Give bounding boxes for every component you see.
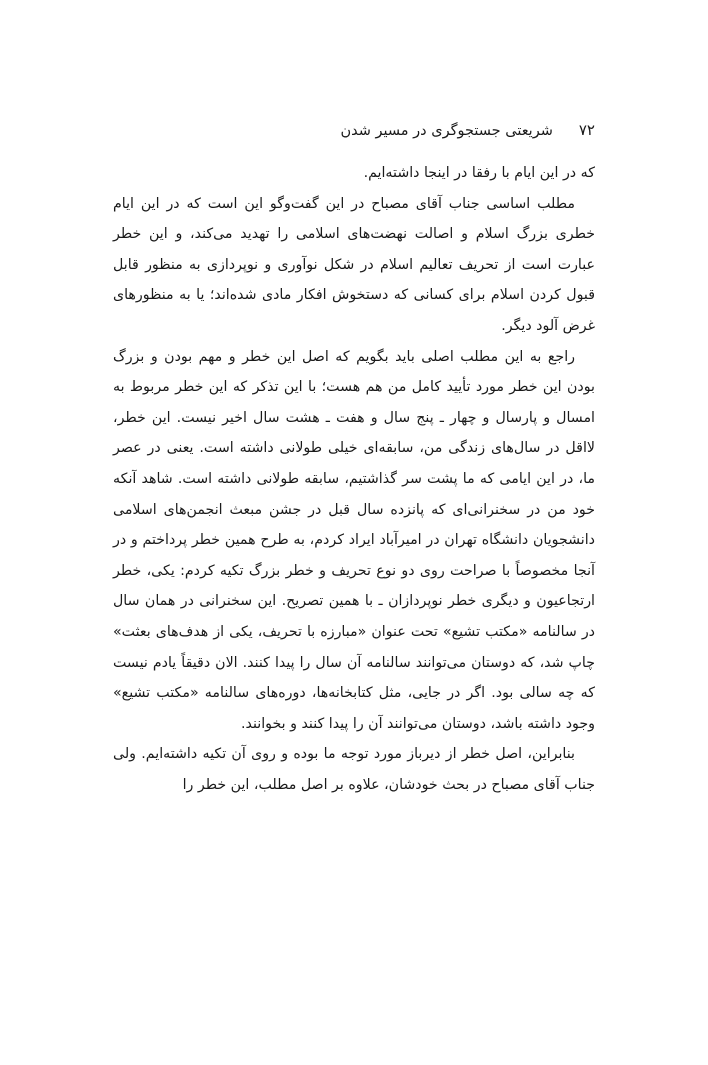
paragraph-continuation: که در این ایام با رفقا در اینجا داشته‌ایم.	[363, 165, 595, 181]
body-text	[113, 158, 595, 800]
paragraph-history-of-danger: راجع به این مطلب اصلی باید بگویم که اصل این خطر و مهم بودن و بزرگ بودن این خطر مورد تأیید کامل من هم هست؛ با این تذکر که این خطر مربوط به امسال و پارسال و چهار ـ پنج سال و هفت ـ هشت سال اخیر نیست. این خطر، لااقل در سال‌های زندگی من، سابقه‌ای خیلی طولانی داشته است. یعنی در عصر ما، در این ایامی که ما پشت سر گذاشتیم، سابقه طولانی داشته است. شاهد آنکه خود من در سخنرانی‌ای که پانزده سال قبل در جشن مبعث انجمن‌های اسلامی دانشجویان دانشگاه تهران در امیرآباد ایراد کردم، به طرح همین خطر پرداختم و در آنجا مخصوصاً با صراحت روی دو نوع تحریف و خطر بزرگ تکیه کردم: یکی، خطر ارتجاعیون و دیگری خطر نوپردازان ـ با همین تصریح. این سخنرانی در همان سال در سالنامه «مکتب تشیع» تحت عنوان «مبارزه با تحریف، یکی از هدف‌های بعثت» چاپ شد، که دوستان می‌توانند سالنامه آن سال را پیدا کنند. الان دقیقاً یادم نیست که چه سالی بود. اگر در جایی، مثل کتابخانه‌ها، دوره‌های سالنامه «مکتب تشیع» وجود داشته باشد، دوستان می‌توانند آن را پیدا کنند و بخوانند.	[113, 348, 595, 732]
paragraph-main-point: مطلب اساسی جناب آقای مصباح در این گفت‌وگو این است که در این ایام خطری بزرگ اسلام و اصالت نهضت‌های اسلامی را تهدید می‌کند، و این خطر عبارت است از تحریف تعالیم اسلام در شکل نوآوری و نوپردازی به منظور قابل قبول کردن اسلام برای کسانی که دستخوش افکار مادی شده‌اند؛ یا به منظورهای غرض آلود دیگر.	[113, 195, 595, 334]
page-number: ۷۲	[578, 121, 595, 139]
book-page	[113, 118, 595, 800]
running-header-title: شریعتی جستجوگری در مسیر شدن	[340, 123, 553, 139]
running-header	[113, 118, 595, 144]
paragraph-conclusion: بنابراین، اصل خطر از دیرباز مورد توجه ما بوده و روی آن تکیه داشته‌ایم. ولی جناب آقای مصباح در بحث خودشان، علاوه بر اصل مطلب، این خطر را	[113, 746, 595, 793]
